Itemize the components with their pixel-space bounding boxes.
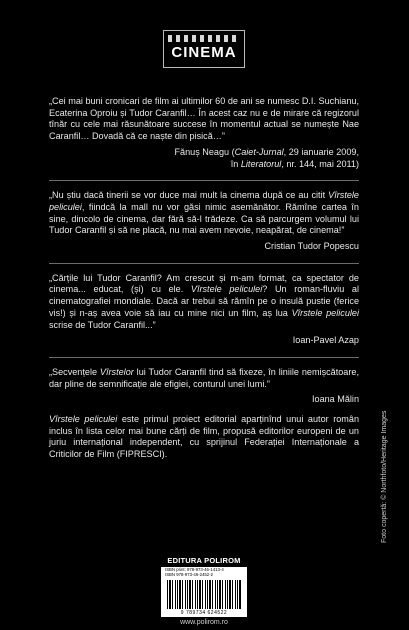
closing-title: Vîrstele peliculei bbox=[49, 414, 118, 425]
closing-text: este primul proiect editorial aparținînd unui autor român inclus în lista celor mai bune cărți de film, propusă editorilor europeni de un juriu internațional independent, cu sprijinul Federației Internaționale a Criticilor de Film (FIPRESCI). bbox=[49, 414, 360, 460]
quote-2 bbox=[49, 190, 359, 237]
barcode-bars bbox=[167, 580, 241, 609]
attr-1-pre: în bbox=[230, 158, 241, 169]
quote-1 bbox=[49, 96, 359, 143]
publisher-name: EDITURA POLIROM bbox=[167, 556, 241, 565]
attr-1-end: , nr. 144, mai 2011) bbox=[281, 158, 359, 169]
quote-3 bbox=[49, 273, 359, 332]
isbn-barcode bbox=[161, 567, 247, 617]
quote-4-title: Vîrstelor bbox=[99, 366, 134, 377]
publisher-website: www.polirom.ro bbox=[180, 619, 228, 626]
quote-3-title-2: Vîrstele peliculei bbox=[291, 307, 359, 318]
quote-2-text-b: , fiindcă la mall nu vor găsi nimic asemănător. Rămîne cartea în sine, dincolo de cinema, dar fără să-l trădeze. Ca să parcurgem volumul lui Tudor Caranfil și să ne placă, nu mai avem nevoie, neapărat, de cinema!” bbox=[49, 201, 359, 236]
quote-1-text: „Cei mai buni cronicari de film ai ultimilor 60 de ani se numesc D.I. Suchianu, Ecaterina Oproiu și Tudor Caranfil… În acest caz nu e de mirare că regizorul tînăr cu cele mai răsunătoare succese în momentul actual se numește Nae Caranfil… Dovadă că ce naște din pisică…” bbox=[49, 96, 359, 142]
quote-4-text-b: lui Tudor Caranfil tind să fixeze, în liniile nemișcătoare, dar pline de semnificație ale efigiei, conturul unei lumi.” bbox=[49, 366, 359, 389]
attr-1-date: , 29 ianuarie 2009, bbox=[283, 146, 359, 157]
cinema-logo bbox=[163, 30, 245, 68]
quote-1-attribution bbox=[49, 147, 359, 170]
quote-3-text-b: ? Un roman-fluviu al cinematografiei mondiale. Dacă ar trebui să rămîn pe o insulă pustie (ferice vis!) și n-aș avea voie să iau cu mine nici un film, aș lua bbox=[49, 284, 359, 318]
quote-3-title-1: Vîrstele peliculei bbox=[190, 284, 263, 295]
isbn-epub: ISBN 978-973-46-2452-2 bbox=[165, 572, 214, 577]
separator bbox=[49, 357, 359, 358]
barcode-digits: 9 789734 624522 bbox=[180, 610, 228, 616]
quote-3-attribution: Ioan-Pavel Azap bbox=[292, 335, 359, 346]
film-strip-icon bbox=[168, 35, 240, 42]
attr-1-name: Fănuș Neagu ( bbox=[174, 146, 235, 157]
photo-credit: Foto copertă: © Northfoto/Heritage Images bbox=[381, 410, 388, 543]
logo-text: CINEMA bbox=[171, 44, 237, 61]
back-cover-text bbox=[49, 96, 359, 461]
separator bbox=[49, 263, 359, 264]
publisher-block bbox=[150, 556, 258, 626]
attr-1-work: Caiet-Jurnal bbox=[234, 146, 284, 157]
quote-2-text-a: „Nu știu dacă tinerii se vor duce mai mult la cinema după ce au citit bbox=[49, 190, 329, 201]
quote-3-text-c: scrise de Tudor Caranfil...” bbox=[49, 319, 156, 330]
isbn-print: ISBN print: 978-973-46-1413-4 bbox=[165, 567, 224, 572]
quote-2-title: Vîrstele peliculei bbox=[49, 190, 359, 212]
quote-4-text-a: „Secvențele bbox=[49, 366, 100, 377]
attr-1-work2: Literatorul bbox=[240, 158, 282, 169]
closing-paragraph bbox=[49, 414, 359, 461]
quote-3-text-a: „Cărțile lui Tudor Caranfil? Am crescut și m-am format, ca spectator de cinema... educat, (și) cu ele. bbox=[49, 272, 359, 295]
quote-2-attribution: Cristian Tudor Popescu bbox=[264, 241, 359, 252]
separator bbox=[49, 180, 359, 181]
quote-4-attribution: Ioana Mălin bbox=[311, 394, 359, 405]
quote-4 bbox=[49, 367, 359, 390]
